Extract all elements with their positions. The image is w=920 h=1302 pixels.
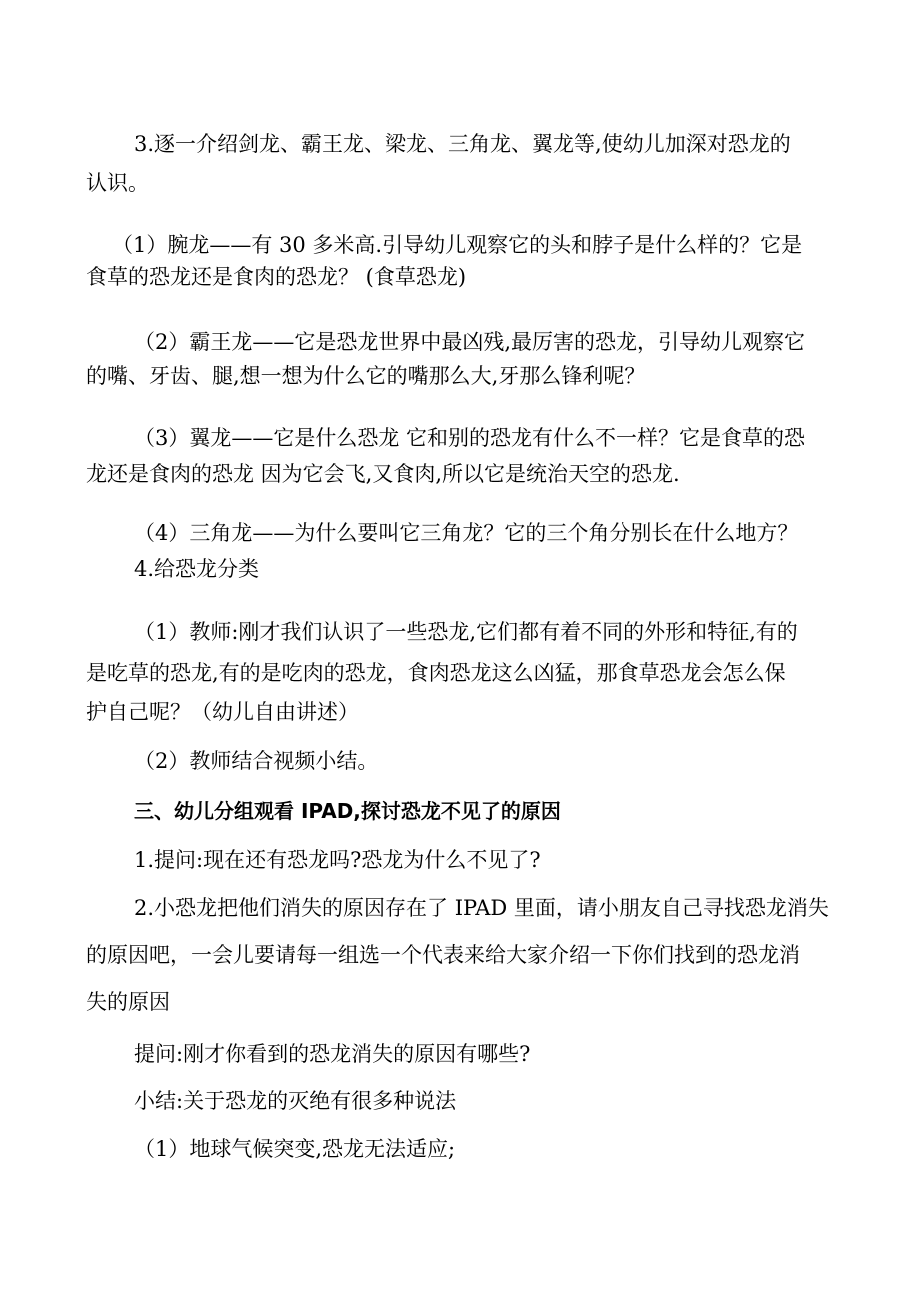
paragraph-line: 食草的恐龙还是食肉的恐龙？ (食草恐龙) — [86, 265, 467, 289]
paragraph-line: 的原因吧，一会儿要请每一组选一个代表来给大家介绍一下你们找到的恐龙消 — [86, 943, 800, 967]
paragraph-line: 失的原因 — [86, 990, 170, 1014]
paragraph-line: （1）教师:刚才我们认识了一些恐龙,它们都有着不同的外形和特征,有的 — [134, 620, 798, 644]
paragraph-line: 护自己呢？（幼儿自由讲述） — [86, 700, 359, 724]
paragraph-line: 龙还是食肉的恐龙 因为它会飞,又食肉,所以它是统治天空的恐龙. — [86, 462, 680, 486]
paragraph-line: （1）腕龙——有 30 多米高.引导幼儿观察它的头和脖子是什么样的？它是 — [112, 233, 803, 257]
paragraph-line: （3）翼龙——它是什么恐龙 它和别的恐龙有什么不一样？它是食草的恐 — [134, 426, 806, 450]
paragraph-line: 2.小恐龙把他们消失的原因存在了 IPAD 里面，请小朋友自己寻找恐龙消失 — [134, 896, 829, 920]
paragraph-line: （4）三角龙——为什么要叫它三角龙？它的三个角分别长在什么地方？ — [134, 521, 799, 545]
paragraph-line: 4.给恐龙分类 — [134, 557, 260, 581]
paragraph-line: （1）地球气候突变,恐龙无法适应; — [134, 1137, 456, 1161]
paragraph-line: 提问:刚才你看到的恐龙消失的原因有哪些? — [134, 1042, 531, 1066]
paragraph-line: 1.提问:现在还有恐龙吗?恐龙为什么不见了? — [134, 848, 541, 872]
paragraph-line: （2）霸王龙——它是恐龙世界中最凶残,最厉害的恐龙，引导幼儿观察它 — [134, 330, 806, 354]
paragraph-line: （2）教师结合视频小结。 — [134, 749, 379, 773]
paragraph-line: 的嘴、牙齿、腿,想一想为什么它的嘴那么大,牙那么锋利呢？ — [86, 364, 646, 388]
paragraph-line: 是吃草的恐龙,有的是吃肉的恐龙，食肉恐龙这么凶猛，那食草恐龙会怎么保 — [86, 661, 786, 685]
section-heading: 三、幼儿分组观看 IPAD,探讨恐龙不见了的原因 — [134, 799, 561, 823]
paragraph-line: 3.逐一介绍剑龙、霸王龙、梁龙、三角龙、翼龙等,使幼儿加深对恐龙的 — [134, 132, 791, 156]
paragraph-line: 认识。 — [86, 171, 149, 195]
paragraph-line: 小结:关于恐龙的灭绝有很多种说法 — [134, 1089, 457, 1113]
